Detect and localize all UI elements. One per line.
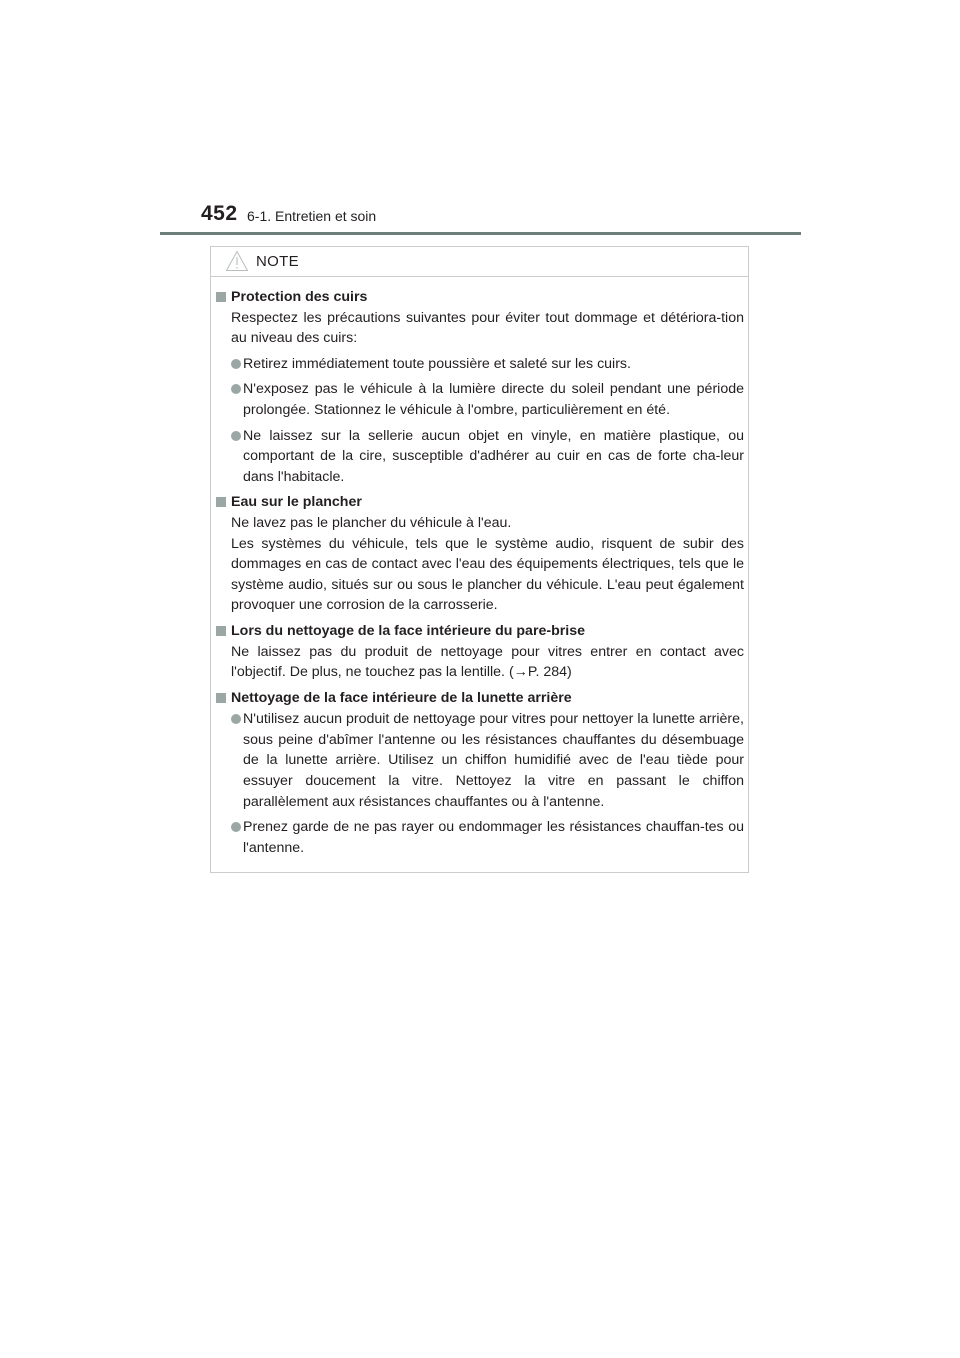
paragraph: Ne lavez pas le plancher du véhicule à l'eau. — [231, 514, 512, 531]
warning-triangle-icon — [225, 250, 249, 277]
section-heading: Nettoyage de la face intérieure de la lunette arrière — [216, 688, 744, 709]
circle-bullet-icon — [231, 431, 241, 441]
list-item: Prenez garde de ne pas rayer ou endommager les résistances chauffan-tes ou l'antenne. — [216, 817, 744, 858]
section-title: 6-1. Entretien et soin — [247, 208, 377, 224]
note-label: NOTE — [256, 253, 299, 270]
square-bullet-icon — [216, 497, 226, 507]
paragraph: Ne laissez pas du produit de nettoyage pour vitres entrer en contact avec l'objectif. De plus, ne touchez pas la lentille. (→P. 284) — [231, 643, 744, 681]
note-box — [210, 246, 749, 873]
square-bullet-icon — [216, 292, 226, 302]
section-heading: Lors du nettoyage de la face intérieure du pare-brise — [216, 621, 744, 642]
header-rule — [160, 232, 801, 235]
square-bullet-icon — [216, 626, 226, 636]
list-item: N'utilisez aucun produit de nettoyage pour vitres pour nettoyer la lunette arrière, sous peine d'abîmer l'antenne ou les résistances chauffantes du désembuage de la lunette arrière. Utilisez un chiffon humidifié avec de l'eau tiède pour essuyer doucement la vitre. Nettoyez la vitre en passant le chiffon parallèlement aux résistances chauffantes ou à l'antenne. — [216, 709, 744, 812]
circle-bullet-icon — [231, 822, 241, 832]
page-number: 452 — [201, 202, 238, 225]
circle-bullet-icon — [231, 359, 241, 369]
section-heading: Eau sur le plancher — [216, 492, 744, 513]
paragraph: Les systèmes du véhicule, tels que le système audio, risquent de subir des dommages en cas de contact avec l'eau des équipements électriques, tels que le système audio, situés sur ou sous le plancher du véhicule. L'eau peut également provoquer une corrosion de la carrosserie. — [231, 535, 744, 614]
list-item: Ne laissez sur la sellerie aucun objet en vinyle, en matière plastique, ou comportant de la cire, susceptible d'adhérer au cuir en cas de forte cha-leur dans l'habitacle. — [216, 426, 744, 488]
circle-bullet-icon — [231, 384, 241, 394]
list-item: Retirez immédiatement toute poussière et saleté sur les cuirs. — [216, 354, 744, 375]
square-bullet-icon — [216, 693, 226, 703]
paragraph: Respectez les précautions suivantes pour éviter tout dommage et détériora-tion au niveau des cuirs: — [231, 309, 744, 347]
circle-bullet-icon — [231, 714, 241, 724]
note-header — [211, 247, 748, 277]
list-item: N'exposez pas le véhicule à la lumière directe du soleil pendant une période prolongée. Stationnez le véhicule à l'ombre, particulièrement en été. — [216, 379, 744, 420]
note-content — [216, 287, 744, 858]
section-heading: Protection des cuirs — [216, 287, 744, 308]
